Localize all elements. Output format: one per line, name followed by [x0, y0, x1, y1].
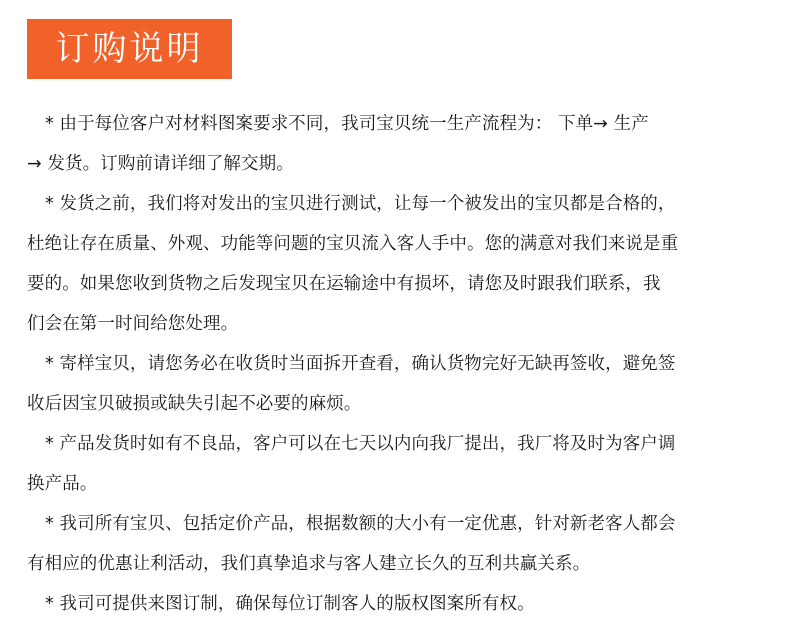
note-paragraph	[27, 424, 767, 504]
note-line: * 发货之前，我们将对发出的宝贝进行测试，让每一个被发出的宝贝都是合格的，	[45, 194, 676, 214]
note-line: * 我司所有宝贝、包括定价产品，根据数额的大小有一定优惠，针对新老客人都会	[45, 514, 676, 534]
note-line: 们会在第一时间给您处理。	[27, 314, 239, 334]
note-paragraph	[27, 584, 767, 624]
note-line: 换产品。	[27, 474, 98, 494]
note-line: * 由于每位客户对材料图案要求不同，我司宝贝统一生产流程为： 下单→ 生产	[45, 114, 649, 134]
note-line: * 寄样宝贝，请您务必在收货时当面拆开查看，确认货物完好无缺再签收，避免签	[45, 354, 676, 374]
note-line: 杜绝让存在质量、外观、功能等问题的宝贝流入客人手中。您的满意对我们来说是重	[27, 234, 679, 254]
order-notes	[27, 104, 767, 624]
note-line: * 产品发货时如有不良品，客户可以在七天以内向我厂提出，我厂将及时为客户调	[45, 434, 676, 454]
note-line: 要的。如果您收到货物之后发现宝贝在运输途中有损坏，请您及时跟我们联系，我	[27, 274, 661, 294]
note-paragraph	[27, 104, 767, 184]
note-line: → 发货。订购前请详细了解交期。	[27, 154, 294, 174]
note-line: * 我司可提供来图订制，确保每位订制客人的版权图案所有权。	[45, 594, 535, 614]
note-line: 有相应的优惠让利活动，我们真挚追求与客人建立长久的互利共赢关系。	[27, 554, 591, 574]
page-title: 订购说明	[55, 29, 204, 69]
note-paragraph	[27, 184, 767, 344]
note-line: 收后因宝贝破损或缺失引起不必要的麻烦。	[27, 394, 362, 414]
title-banner	[27, 19, 232, 79]
note-paragraph	[27, 344, 767, 424]
note-paragraph	[27, 504, 767, 584]
